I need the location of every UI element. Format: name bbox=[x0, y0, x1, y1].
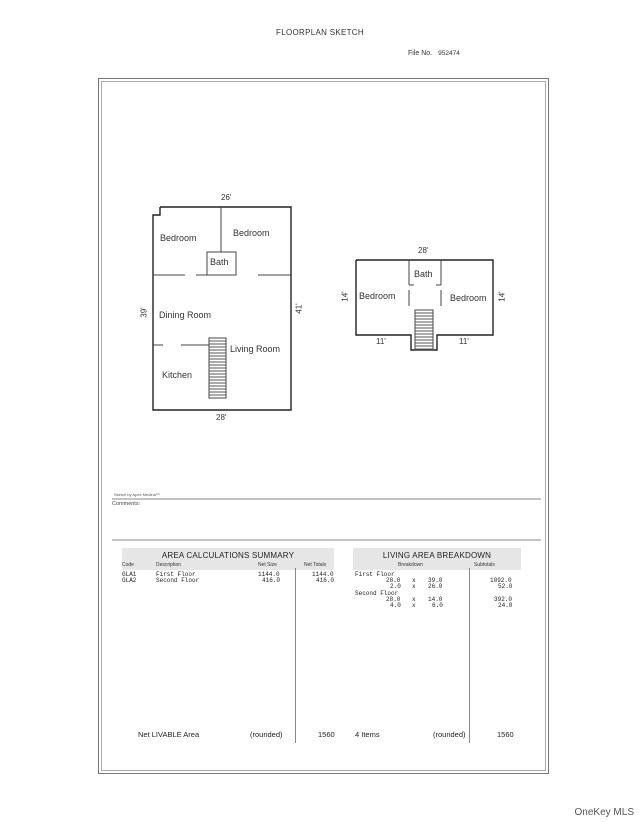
breakdown-3-x: x bbox=[412, 596, 416, 603]
sf-dim-left: 14' bbox=[340, 291, 350, 302]
ff-dining-room: Dining Room bbox=[159, 310, 212, 320]
sf-dim-bottom-left: 11' bbox=[376, 337, 386, 346]
area-summary-title: AREA CALCULATIONS SUMMARY bbox=[161, 551, 295, 560]
second-floor-stair-treads bbox=[415, 313, 433, 349]
breakdown-2-b: 26.0 bbox=[428, 583, 443, 590]
area-row-size-2: 416.0 bbox=[262, 577, 281, 584]
first-floor-stair-treads bbox=[209, 341, 226, 395]
breakdown-3-b: 14.0 bbox=[428, 596, 443, 603]
ff-bedroom-left: Bedroom bbox=[160, 233, 197, 243]
breakdown-4-sub: 24.0 bbox=[498, 602, 513, 609]
ff-bedroom-right: Bedroom bbox=[233, 228, 270, 238]
breakdown-2-x: x bbox=[412, 583, 416, 590]
ff-dim-top: 26' bbox=[221, 193, 232, 202]
file-number-value: 952474 bbox=[438, 50, 460, 57]
area-row-total-1: 1144.0 bbox=[312, 571, 334, 578]
breakdown-1-a: 28.0 bbox=[386, 577, 401, 584]
ff-dim-right: 41' bbox=[294, 303, 304, 314]
net-livable-label: Net LIVABLE Area bbox=[138, 730, 200, 739]
col-net-totals: Net Totals bbox=[304, 562, 327, 568]
breakdown-2-sub: 52.0 bbox=[498, 583, 513, 590]
col-description: Description bbox=[156, 562, 182, 568]
items-count: 4 Items bbox=[355, 730, 380, 739]
col-code: Code bbox=[122, 562, 134, 568]
comments-label: Comments: bbox=[112, 501, 141, 507]
living-breakdown-divider bbox=[469, 568, 470, 743]
sf-bath: Bath bbox=[414, 269, 433, 279]
breakdown-rounded: (rounded) bbox=[433, 730, 466, 739]
area-row-total-2: 416.0 bbox=[316, 577, 335, 584]
ff-living-room: Living Room bbox=[230, 344, 281, 354]
col-net-size: Net Size bbox=[258, 562, 277, 568]
breakdown-4-a: 4.0 bbox=[390, 602, 401, 609]
area-tables bbox=[122, 548, 536, 743]
breakdown-1-x: x bbox=[412, 577, 416, 584]
breakdown-total: 1560 bbox=[497, 730, 514, 739]
breakdown-2-a: 2.0 bbox=[390, 583, 401, 590]
sf-dim-top: 28' bbox=[418, 246, 429, 255]
breakdown-1-b: 39.0 bbox=[428, 577, 443, 584]
net-livable-rounded: (rounded) bbox=[250, 730, 283, 739]
sketch-credit: Sketch by Apex Medina™ bbox=[114, 492, 160, 497]
breakdown-3-sub: 392.0 bbox=[494, 596, 513, 603]
area-row-size-1: 1144.0 bbox=[258, 571, 280, 578]
ff-kitchen: Kitchen bbox=[162, 370, 193, 380]
ff-dim-bottom: 28' bbox=[216, 413, 227, 422]
sf-bedroom-left: Bedroom bbox=[359, 291, 396, 301]
area-row-desc-2: Second Floor bbox=[156, 577, 200, 584]
breakdown-group-1: First Floor bbox=[355, 571, 395, 578]
living-breakdown-title: LIVING AREA BREAKDOWN bbox=[382, 551, 492, 560]
watermark: OneKey MLS bbox=[574, 807, 634, 818]
breakdown-3-a: 28.0 bbox=[386, 596, 401, 603]
area-row-code-2: GLA2 bbox=[122, 577, 137, 584]
ff-bath: Bath bbox=[210, 257, 229, 267]
file-number-label: File No. bbox=[408, 50, 433, 57]
ff-dim-left: 39' bbox=[139, 307, 149, 318]
page-title: FLOORPLAN SKETCH bbox=[276, 28, 364, 37]
breakdown-group-2: Second Floor bbox=[355, 590, 399, 597]
net-livable-value: 1560 bbox=[318, 730, 335, 739]
area-row-desc-1: First Floor bbox=[156, 571, 196, 578]
sf-dim-right: 14' bbox=[497, 291, 507, 302]
breakdown-4-x: x bbox=[412, 602, 416, 609]
breakdown-4-b: 6.0 bbox=[432, 602, 443, 609]
sf-dim-bottom-right: 11' bbox=[459, 337, 469, 346]
col-subtotals: Subtotals bbox=[474, 562, 495, 568]
col-breakdown: Breakdown bbox=[398, 562, 424, 568]
area-summary-divider bbox=[295, 568, 296, 743]
area-row-code-1: GLA1 bbox=[122, 571, 137, 578]
sf-bedroom-right: Bedroom bbox=[450, 293, 487, 303]
breakdown-1-sub: 1092.0 bbox=[490, 577, 512, 584]
